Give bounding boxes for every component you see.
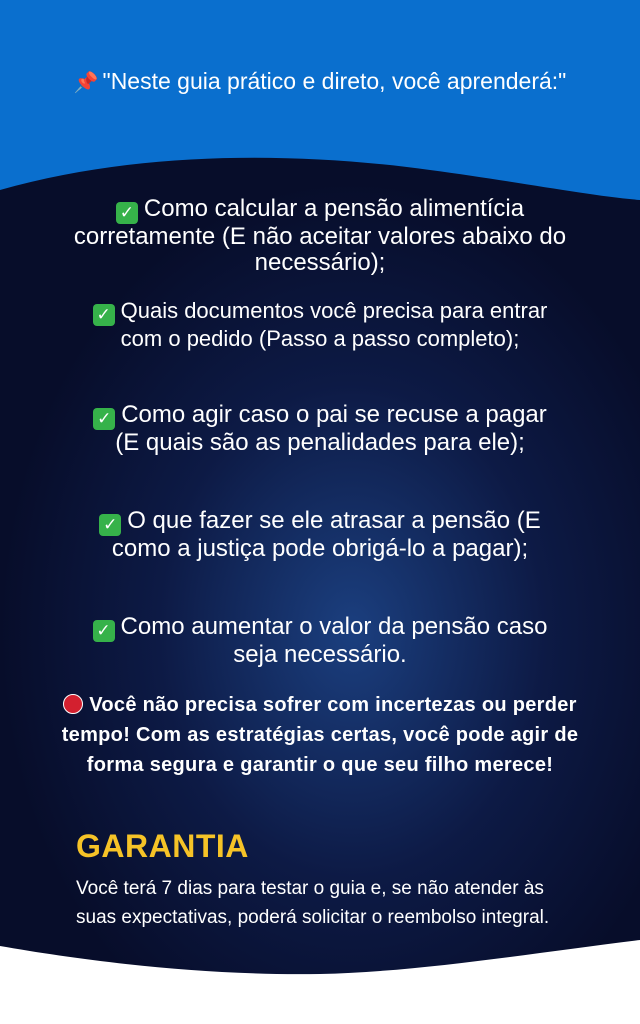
- check-mark-icon: ✓: [93, 304, 115, 326]
- benefit-item-3: [80, 402, 560, 456]
- benefit-text: Como agir caso o pai se recuse a pagar (E quais são as penalidades para ele);: [115, 401, 547, 456]
- benefit-item-4: [70, 508, 570, 562]
- alert-text: Você não precisa sofrer com incertezas ou perder tempo! Com as estratégias certas, você pode agir de forma segura e garantir o que seu filho merece!: [61, 694, 579, 776]
- benefit-item-2: [70, 298, 570, 352]
- check-mark-icon: ✓: [116, 202, 138, 224]
- check-mark-icon: ✓: [93, 408, 115, 430]
- benefit-text: Como aumentar o valor da pensão caso seja necessário.: [120, 613, 548, 668]
- benefit-text: Quais documentos você precisa para entrar com o pedido (Passo a passo completo);: [120, 298, 548, 351]
- check-mark-icon: ✓: [93, 620, 115, 642]
- pushpin-icon: 📌: [73, 72, 99, 94]
- benefit-item-5: [70, 614, 570, 668]
- intro-text: "Neste guia prático e direto, você aprenderá:": [102, 68, 567, 94]
- guarantee-text: Você terá 7 dias para testar o guia e, se não atender às suas expectativas, poderá solicitar o reembolso integral.: [76, 878, 550, 928]
- benefit-item-1: [60, 196, 580, 276]
- intro-heading: [70, 64, 570, 100]
- check-mark-icon: ✓: [99, 514, 121, 536]
- guarantee-title: GARANTIA: [76, 828, 249, 864]
- alert-message: [60, 690, 580, 780]
- benefit-text: O que fazer se ele atrasar a pensão (E como a justiça pode obrigá-lo a pagar);: [111, 507, 541, 562]
- benefit-text: Como calcular a pensão alimentícia corretamente (E não aceitar valores abaixo do necessário);: [73, 195, 567, 276]
- stop-sign-icon: [63, 694, 83, 714]
